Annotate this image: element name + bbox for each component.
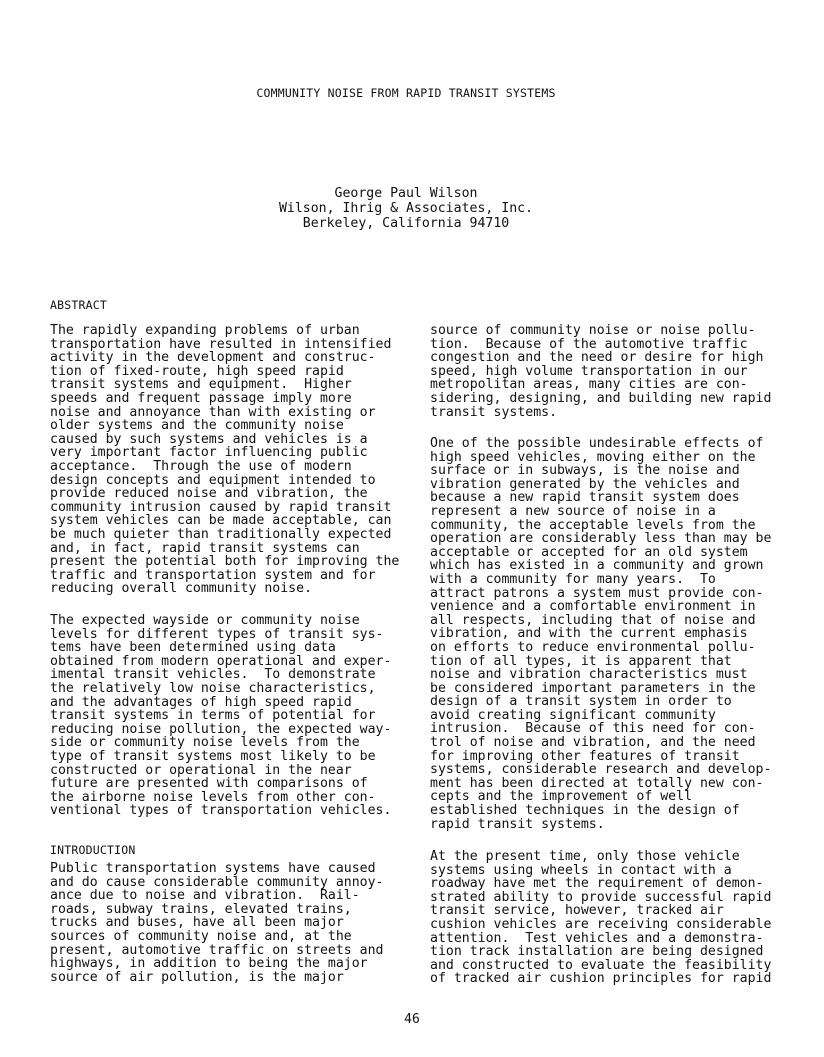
text-line: speeds and frequent passage imply more <box>50 390 352 406</box>
introduction-paragraph-1 <box>50 862 412 984</box>
right-paragraph-3 <box>430 850 792 986</box>
text-line: system vehicles can be made acceptable, can <box>50 513 392 529</box>
text-line: the airborne noise levels from other con- <box>50 789 376 805</box>
abstract-paragraph-2 <box>50 614 412 818</box>
text-line: sidering, designing, and building new rapid <box>430 390 772 406</box>
text-line: all respects, including that of noise and <box>430 612 756 628</box>
text-line: the relatively low noise characteristics, <box>50 680 376 696</box>
text-line: very important factor influencing public <box>50 445 368 461</box>
text-line: of tracked air cushion principles for rapid <box>430 971 772 987</box>
text-line: avoid creating significant community <box>430 707 716 723</box>
text-line: constructed or operational in the near <box>50 762 352 778</box>
author-location: Berkeley, California 94710 <box>302 216 510 231</box>
text-line: systems, considerable research and develop- <box>430 762 772 778</box>
text-line: obtained from modern operational and exper- <box>50 653 392 669</box>
text-line: high speed vehicles, moving either on the <box>430 449 756 465</box>
text-line: vibration generated by the vehicles and <box>430 476 740 492</box>
text-line: acceptable or accepted for an old system <box>430 544 748 560</box>
author-affiliation: Wilson, Ihrig & Associates, Inc. <box>278 201 534 216</box>
text-line: caused by such systems and vehicles is a <box>50 431 368 447</box>
text-line: At the present time, only those vehicle <box>430 849 740 864</box>
text-line: transportation have resulted in intensified <box>50 336 392 352</box>
text-line: attract patrons a system must provide con- <box>430 585 764 601</box>
text-line: transit systems. <box>430 404 558 420</box>
text-line: The expected wayside or community noise <box>50 613 360 628</box>
text-line: traffic and transportation system and for <box>50 567 376 583</box>
text-line: speed, high volume transportation in our <box>430 363 748 379</box>
text-line: tion of all types, it is apparent that <box>430 653 732 669</box>
text-line: surface or in subways, is the noise and <box>430 463 740 479</box>
text-line: transit systems in terms of potential for <box>50 708 376 724</box>
text-line: design concepts and equipment intended to <box>50 472 376 488</box>
text-line: reducing noise pollution, the expected way- <box>50 721 392 737</box>
text-line: rapid transit systems. <box>430 816 605 832</box>
text-line: roadway have met the requirement of demon- <box>430 876 764 892</box>
text-line: established techniques in the design of <box>430 803 740 819</box>
abstract-heading: ABSTRACT <box>50 298 107 312</box>
text-line: older systems and the community noise <box>50 418 344 434</box>
text-line: venience and a comfortable environment in <box>430 599 756 615</box>
text-line: source of community noise or noise pollu- <box>430 323 756 338</box>
introduction-heading: INTRODUCTION <box>50 843 136 857</box>
text-line: operation are considerably less than may be <box>430 531 772 547</box>
text-line: activity in the development and construc- <box>50 350 376 366</box>
text-line: which has existed in a community and grown <box>430 558 764 574</box>
text-line: imental transit vehicles. To demonstrate <box>50 667 376 683</box>
abstract-paragraph-1 <box>50 324 412 596</box>
text-line: provide reduced noise and vibration, the <box>50 486 368 502</box>
page-number: 46 <box>404 1012 420 1027</box>
text-line: be considered important parameters in the <box>430 680 756 696</box>
text-line: on efforts to reduce environmental pollu- <box>430 639 756 655</box>
text-line: trucks and buses, have all been major <box>50 915 344 931</box>
text-line: community intrusion caused by rapid transit <box>50 499 392 515</box>
text-line: tion. Because of the automotive traffic <box>430 336 748 352</box>
text-line: systems using wheels in contact with a <box>430 862 732 878</box>
text-line: be much quieter than traditionally expected <box>50 526 392 542</box>
text-line: acceptance. Through the use of modern <box>50 458 352 474</box>
text-line: attention. Test vehicles and a demonstra- <box>430 930 764 946</box>
text-line: transit systems and equipment. Higher <box>50 377 352 393</box>
author-block <box>0 186 812 231</box>
text-line: strated ability to provide successful rapid <box>430 889 772 905</box>
right-paragraph-2 <box>430 437 792 831</box>
text-line: and constructed to evaluate the feasibility <box>430 957 772 973</box>
text-line: tion track installation are being designed <box>430 944 764 960</box>
text-line: and do cause considerable community annoy- <box>50 874 384 890</box>
author-name: George Paul Wilson <box>334 186 478 201</box>
text-line: noise and vibration characteristics must <box>430 667 748 683</box>
text-line: community, the acceptable levels from the <box>430 517 756 533</box>
text-line: ment has been directed at totally new con- <box>430 775 764 791</box>
text-line: congestion and the need or desire for high <box>430 350 764 366</box>
text-line: roads, subway trains, elevated trains, <box>50 901 352 917</box>
text-line: transit service, however, tracked air <box>430 903 724 919</box>
text-line: type of transit systems most likely to be <box>50 748 376 764</box>
text-line: trol of noise and vibration, and the need <box>430 735 756 751</box>
text-line: side or community noise levels from the <box>50 735 360 751</box>
text-line: metropolitan areas, many cities are con- <box>430 377 748 393</box>
text-line: present the potential both for improving the <box>50 554 400 570</box>
text-line: represent a new source of noise in a <box>430 503 716 519</box>
text-line: ventional types of transportation vehicles. <box>50 803 392 819</box>
text-line: for improving other features of transit <box>430 748 740 764</box>
text-line: The rapidly expanding problems of urban <box>50 323 360 338</box>
page-title: COMMUNITY NOISE FROM RAPID TRANSIT SYSTEMS <box>256 86 556 100</box>
text-line: future are presented with comparisons of <box>50 776 368 792</box>
text-line: with a community for many years. To <box>430 571 716 587</box>
right-paragraph-1 <box>430 324 792 419</box>
text-line: tion of fixed-route, high speed rapid <box>50 363 344 379</box>
text-line: cepts and the improvement of well <box>430 789 693 805</box>
text-line: design of a transit system in order to <box>430 694 732 710</box>
text-line: reducing overall community noise. <box>50 581 313 597</box>
text-line: noise and annoyance than with existing or <box>50 404 376 420</box>
text-line: sources of community noise and, at the <box>50 928 352 944</box>
text-line: ance due to noise and vibration. Rail- <box>50 888 360 904</box>
text-line: and the advantages of high speed rapid <box>50 694 352 710</box>
text-line: vibration, and with the current emphasis <box>430 626 748 642</box>
text-line: and, in fact, rapid transit systems can <box>50 540 360 556</box>
text-line: tems have been determined using data <box>50 640 336 656</box>
text-line: One of the possible undesirable effects of <box>430 436 764 451</box>
text-line: source of air pollution, is the major <box>50 969 344 985</box>
text-line: because a new rapid transit system does <box>430 490 740 506</box>
text-line: Public transportation systems have caused <box>50 861 376 876</box>
text-line: highways, in addition to being the major <box>50 956 368 972</box>
text-line: intrusion. Because of this need for con- <box>430 721 756 737</box>
text-line: levels for different types of transit sys- <box>50 626 384 642</box>
text-line: present, automotive traffic on streets and <box>50 942 384 958</box>
text-line: cushion vehicles are receiving considerable <box>430 916 772 932</box>
